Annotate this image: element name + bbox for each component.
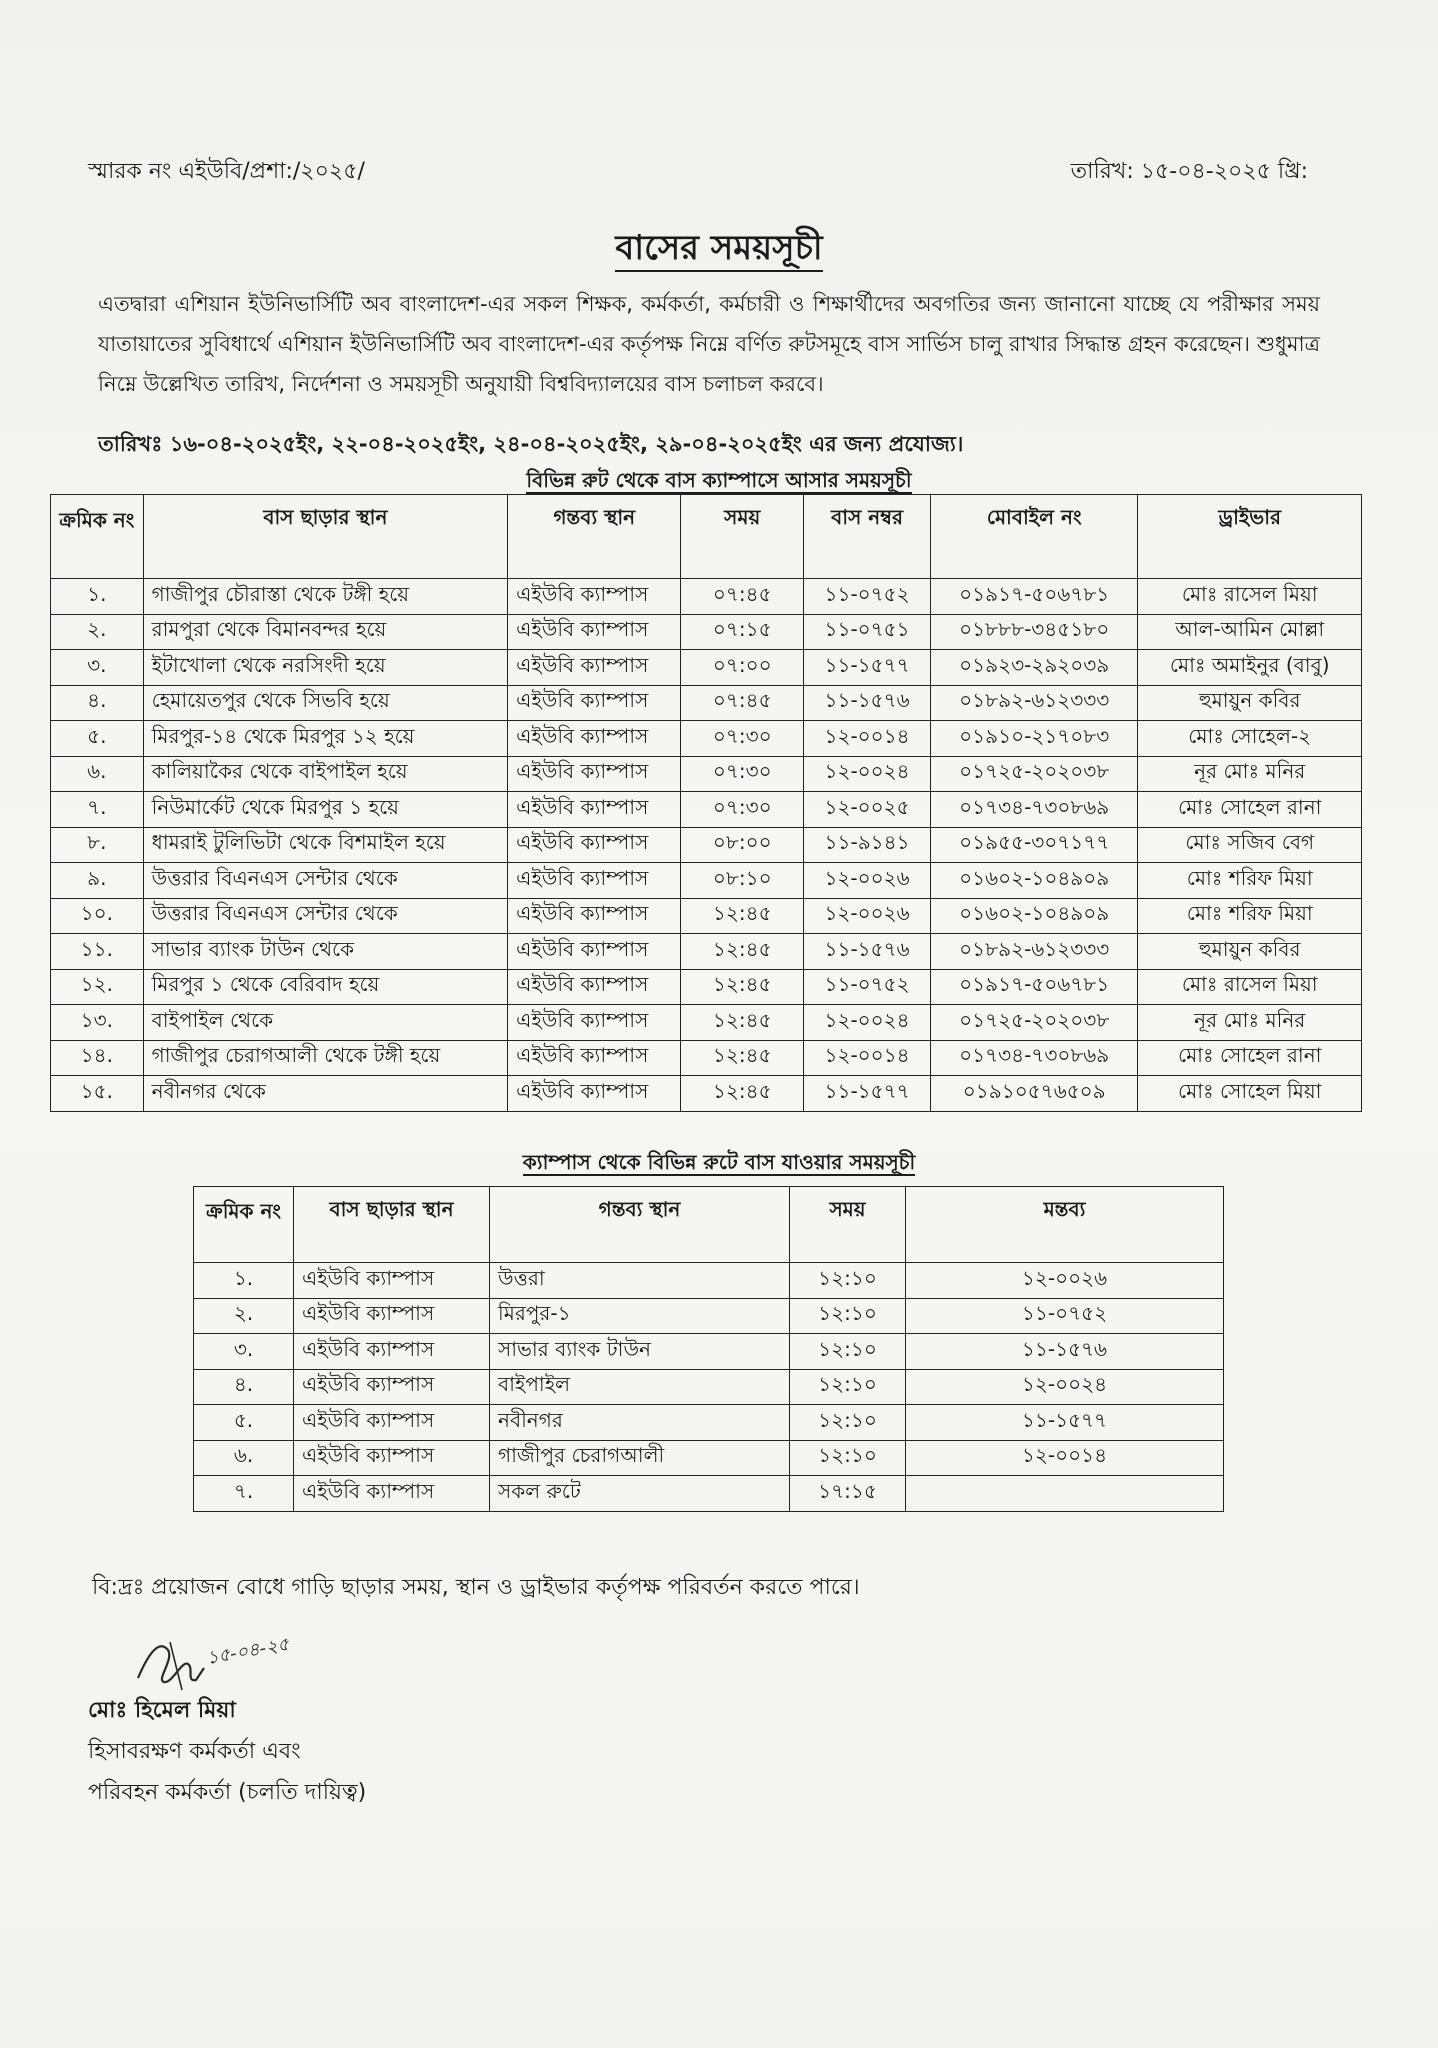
departure-row <box>194 1263 1224 1299</box>
arrival-row-cell: ০১৯১০-২১৭০৮৩ <box>931 721 1138 757</box>
departure-row-cell <box>906 1476 1224 1512</box>
arrival-row-cell: ০১৭৩৪-৭৩০৮৬৯ <box>931 792 1138 828</box>
departure-row-cell: ১২:১০ <box>790 1298 906 1334</box>
arrival-row-cell: ১১-১৫৭৬ <box>804 934 931 970</box>
arrival-row-cell: ২. <box>51 614 144 650</box>
arrival-row-cell: মোঃ রাসেল মিয়া <box>1138 969 1362 1005</box>
arrival-row-cell: ০৭:৪৫ <box>681 579 804 615</box>
departure-row-cell: ১২:১০ <box>790 1440 906 1476</box>
t1-header-time: সময় <box>681 495 804 579</box>
arrival-row-cell: ০৮:০০ <box>681 827 804 863</box>
t2-header-destination: গন্তব্য স্থান <box>490 1187 790 1263</box>
arrival-row-cell: ১২-০০১৪ <box>804 1040 931 1076</box>
arrival-row-cell: ০৭:৪৫ <box>681 685 804 721</box>
arrival-row <box>51 898 1362 934</box>
arrival-row-cell: ১১-১৫৭৭ <box>804 650 931 686</box>
arrival-row-cell: মোঃ অমাইনুর (বাবু) <box>1138 650 1362 686</box>
arrival-row-cell: ০১৮৯২-৬১২৩৩৩ <box>931 685 1138 721</box>
arrival-row-cell: এইউবি ক্যাম্পাস <box>508 721 681 757</box>
arrival-row-cell: মোঃ শরিফ মিয়া <box>1138 863 1362 899</box>
arrival-row-cell: ০৭:১৫ <box>681 614 804 650</box>
departure-row-cell: বাইপাইল <box>490 1369 790 1405</box>
arrival-row-cell: ১১-১৫৭৭ <box>804 1076 931 1112</box>
arrival-row-cell: ৫. <box>51 721 144 757</box>
arrival-row-cell: হুমায়ুন কবির <box>1138 934 1362 970</box>
arrival-row <box>51 792 1362 828</box>
arrival-row-cell: ০১৯৫৫-৩০৭১৭৭ <box>931 827 1138 863</box>
arrival-row-cell: ১১-১৫৭৬ <box>804 685 931 721</box>
arrival-row-cell: ০১৮৮৮-৩৪৫১৮০ <box>931 614 1138 650</box>
arrival-row <box>51 685 1362 721</box>
arrival-row-cell: ০১৯১৭-৫০৬৭৮১ <box>931 969 1138 1005</box>
arrival-row-cell: ০১৭২৫-২০২০৩৮ <box>931 1005 1138 1041</box>
departure-row-cell: এইউবি ক্যাম্পাস <box>294 1334 490 1370</box>
signer-block <box>88 1690 366 1813</box>
page-title-wrap <box>0 222 1438 279</box>
arrival-row <box>51 614 1362 650</box>
departure-row-cell: ১১-১৫৭৬ <box>906 1334 1224 1370</box>
departure-row <box>194 1476 1224 1512</box>
departure-row-cell: এইউবি ক্যাম্পাস <box>294 1440 490 1476</box>
departure-row-cell: ১২:১০ <box>790 1334 906 1370</box>
arrival-row-cell: মোঃ সোহেল মিয়া <box>1138 1076 1362 1112</box>
arrival-row-cell: ০১৭২৫-২০২০৩৮ <box>931 756 1138 792</box>
arrival-row-cell: এইউবি ক্যাম্পাস <box>508 685 681 721</box>
t2-header-origin: বাস ছাড়ার স্থান <box>294 1187 490 1263</box>
arrival-row-cell: ১২:৪৫ <box>681 898 804 934</box>
handwritten-signature <box>130 1620 330 1700</box>
departure-row-cell: ১২:১০ <box>790 1369 906 1405</box>
arrival-row-cell: এইউবি ক্যাম্পাস <box>508 614 681 650</box>
arrival-row-cell: ০১৬০২-১০৪৯০৯ <box>931 863 1138 899</box>
arrival-row-cell: ০১৯১৭-৫০৬৭৮১ <box>931 579 1138 615</box>
arrival-row-cell: ৯. <box>51 863 144 899</box>
arrival-row-cell: ০৭:৩০ <box>681 792 804 828</box>
t2-header-time: সময় <box>790 1187 906 1263</box>
arrival-row <box>51 863 1362 899</box>
arrival-schedule-table <box>50 494 1362 1112</box>
departure-row-cell: ৪. <box>194 1369 294 1405</box>
arrival-row-cell: আল-আমিন মোল্লা <box>1138 614 1362 650</box>
arrival-row-cell: ৩. <box>51 650 144 686</box>
signer-designation-1: হিসাবরক্ষণ কর্মকর্তা এবং <box>88 1739 301 1764</box>
departure-row-cell: এইউবি ক্যাম্পাস <box>294 1298 490 1334</box>
departure-row-cell: ১১-১৫৭৭ <box>906 1405 1224 1441</box>
departure-row-cell: মিরপুর-১ <box>490 1298 790 1334</box>
arrival-row-cell: ১১-০৭৫১ <box>804 614 931 650</box>
arrival-row-cell: ১২-০০১৪ <box>804 721 931 757</box>
arrival-row-cell: নূর মোঃ মনির <box>1138 1005 1362 1041</box>
arrival-row <box>51 579 1362 615</box>
departure-row-cell: ৩. <box>194 1334 294 1370</box>
arrival-row-cell: হেমায়েতপুর থেকে সিভবি হয়ে <box>143 685 508 721</box>
arrival-row-cell: ১১. <box>51 934 144 970</box>
departure-row-cell: ১. <box>194 1263 294 1299</box>
departure-row <box>194 1440 1224 1476</box>
arrival-row-cell: ০১৮৯২-৬১২৩৩৩ <box>931 934 1138 970</box>
arrival-row-cell: ১১-০৭৫২ <box>804 579 931 615</box>
arrival-row-cell: উত্তরার বিএনএস সেন্টার থেকে <box>143 863 508 899</box>
arrival-row-cell: ০১৬০২-১০৪৯০৯ <box>931 898 1138 934</box>
arrival-row-cell: ১. <box>51 579 144 615</box>
departure-row-cell: উত্তরা <box>490 1263 790 1299</box>
arrival-row-cell: মিরপুর ১ থেকে বেরিবাদ হয়ে <box>143 969 508 1005</box>
arrival-row-cell: ১২:৪৫ <box>681 1005 804 1041</box>
t1-header-destination: গন্তব্য স্থান <box>508 495 681 579</box>
intro-paragraph: এতদ্বারা এশিয়ান ইউনিভার্সিটি অব বাংলাদেশ-এর সকল শিক্ষক, কর্মকর্তা, কর্মচারী ও শিক্ষার্থীদের অবগতির জন্য জানানো যাচ্ছে যে পরীক্ষার সময় যাতায়াতের সুবিধার্থে এশিয়ান ইউনিভার্সিটি অব বাংলাদেশ-এর কর্তৃপক্ষ নিম্নে বর্ণিত রুটসমূহে বাস সার্ভিস চালু রাখার সিদ্ধান্ত গ্রহন করেছেন। শুধুমাত্র নিম্নে উল্লেখিত তারিখ, নির্দেশনা ও সময়সূচী অনুযায়ী বিশ্ববিদ্যালয়ের বাস চলাচল করবে। <box>98 292 1320 396</box>
arrival-row-cell: রামপুরা থেকে বিমানবন্দর হয়ে <box>143 614 508 650</box>
t1-header-bus-no: বাস নম্বর <box>804 495 931 579</box>
departure-row-cell: ১২-০০১৪ <box>906 1440 1224 1476</box>
arrival-row <box>51 1040 1362 1076</box>
arrival-row-cell: ০৮:১০ <box>681 863 804 899</box>
arrival-row-cell: নবীনগর থেকে <box>143 1076 508 1112</box>
arrival-row-cell: মোঃ সজিব বেগ <box>1138 827 1362 863</box>
arrival-row-cell: ১২:৪৫ <box>681 934 804 970</box>
departure-row-cell: ৬. <box>194 1440 294 1476</box>
departure-row <box>194 1405 1224 1441</box>
departure-row-cell: এইউবি ক্যাম্পাস <box>294 1263 490 1299</box>
page-title: বাসের সময়সূচী <box>615 228 822 272</box>
departure-row-cell: ১২:১০ <box>790 1405 906 1441</box>
arrival-row-cell: ইটাখোলা থেকে নরসিংদী হয়ে <box>143 650 508 686</box>
arrival-row-cell: ০৭:৩০ <box>681 756 804 792</box>
departure-row-cell: এইউবি ক্যাম্পাস <box>294 1369 490 1405</box>
departure-row-cell: গাজীপুর চেরাগআলী <box>490 1440 790 1476</box>
arrival-row-cell: ৮. <box>51 827 144 863</box>
arrival-row-cell: ৪. <box>51 685 144 721</box>
departure-row <box>194 1298 1224 1334</box>
arrival-row-cell: মোঃ সোহেল রানা <box>1138 792 1362 828</box>
departure-row-cell: সাভার ব্যাংক টাউন <box>490 1334 790 1370</box>
departure-row-cell: ৫. <box>194 1405 294 1441</box>
departure-schedule-table <box>193 1186 1224 1512</box>
departure-row-cell: ২. <box>194 1298 294 1334</box>
t2-header-remarks: মন্তব্য <box>906 1187 1224 1263</box>
departure-row-cell: এইউবি ক্যাম্পাস <box>294 1405 490 1441</box>
arrival-row-cell: মোঃ শরিফ মিয়া <box>1138 898 1362 934</box>
t2-header-serial: ক্রমিক নং <box>194 1187 294 1263</box>
arrival-row-cell: নিউমার্কেট থেকে মিরপুর ১ হয়ে <box>143 792 508 828</box>
arrival-row-cell: ১২-০০২৪ <box>804 756 931 792</box>
arrival-row-cell: এইউবি ক্যাম্পাস <box>508 934 681 970</box>
arrival-row-cell: মোঃ রাসেল মিয়া <box>1138 579 1362 615</box>
arrival-row-cell: ০৭:৩০ <box>681 721 804 757</box>
arrival-row-cell: এইউবি ক্যাম্পাস <box>508 579 681 615</box>
arrival-row-cell: ০১৭৩৪-৭৩০৮৬৯ <box>931 1040 1138 1076</box>
t1-header-mobile: মোবাইল নং <box>931 495 1138 579</box>
table1-caption: বিভিন্ন রুট থেকে বাস ক্যাম্পাসে আসার সময়সূচী <box>526 468 912 492</box>
arrival-row-cell: এইউবি ক্যাম্পাস <box>508 650 681 686</box>
departure-row <box>194 1334 1224 1370</box>
arrival-row-cell: ১২-০০২৪ <box>804 1005 931 1041</box>
arrival-row-cell: এইউবি ক্যাম্পাস <box>508 863 681 899</box>
arrival-row-cell: গাজীপুর চেরাগআলী থেকে টঙ্গী হয়ে <box>143 1040 508 1076</box>
arrival-row-cell: ১২:৪৫ <box>681 1040 804 1076</box>
arrival-row-cell: ১০. <box>51 898 144 934</box>
departure-row <box>194 1369 1224 1405</box>
arrival-row <box>51 1076 1362 1112</box>
arrival-row-cell: এইউবি ক্যাম্পাস <box>508 1076 681 1112</box>
departure-row-cell: নবীনগর <box>490 1405 790 1441</box>
arrival-row-cell: গাজীপুর চৌরাস্তা থেকে টঙ্গী হয়ে <box>143 579 508 615</box>
signature-date: ১৫-০৪-২৫ <box>205 1633 291 1669</box>
departure-row-cell: ১২:১০ <box>790 1263 906 1299</box>
arrival-row-cell: ০১৯২৩-২৯২০৩৯ <box>931 650 1138 686</box>
departure-row-cell: ১২-০০২৬ <box>906 1263 1224 1299</box>
arrival-row-cell: ১৪. <box>51 1040 144 1076</box>
t1-header-driver: ড্রাইভার <box>1138 495 1362 579</box>
arrival-row-cell: হুমায়ুন কবির <box>1138 685 1362 721</box>
arrival-row-cell: এইউবি ক্যাম্পাস <box>508 756 681 792</box>
arrival-row-cell: ১২-০০২৬ <box>804 863 931 899</box>
table2-caption: ক্যাম্পাস থেকে বিভিন্ন রুটে বাস যাওয়ার সময়সূচী <box>522 1150 916 1174</box>
arrival-row-cell: বাইপাইল থেকে <box>143 1005 508 1041</box>
arrival-row-cell: ১২-০০২৫ <box>804 792 931 828</box>
arrival-row-cell: ৭. <box>51 792 144 828</box>
t1-header-origin: বাস ছাড়ার স্থান <box>143 495 508 579</box>
departure-row-cell: ১২-০০২৪ <box>906 1369 1224 1405</box>
arrival-row-cell: এইউবি ক্যাম্পাস <box>508 827 681 863</box>
arrival-row-cell: নূর মোঃ মনির <box>1138 756 1362 792</box>
arrival-row-cell: ০১৯১০৫৭৬৫০৯ <box>931 1076 1138 1112</box>
arrival-row-cell: এইউবি ক্যাম্পাস <box>508 1040 681 1076</box>
arrival-row-cell: ১৩. <box>51 1005 144 1041</box>
arrival-row <box>51 721 1362 757</box>
arrival-row-cell: ১২. <box>51 969 144 1005</box>
memo-number: স্মারক নং এইউবি/প্রশা:/২০২৫/ <box>88 159 365 184</box>
applicable-dates: তারিখঃ ১৬-০৪-২০২৫ইং, ২২-০৪-২০২৫ইং, ২৪-০৪-২০২৫ইং, ২৯-০৪-২০২৫ইং এর জন্য প্রযোজ্য। <box>98 432 964 456</box>
signer-name: মোঃ হিমেল মিয়া <box>88 1698 236 1723</box>
issue-date: তারিখ: ১৫-০৪-২০২৫ খ্রি: <box>1070 159 1308 184</box>
arrival-row-cell: ০৭:০০ <box>681 650 804 686</box>
arrival-row <box>51 827 1362 863</box>
note-text: বি:দ্রঃ প্রয়োজন বোধে গাড়ি ছাড়ার সময়, স্থান ও ড্রাইভার কর্তৃপক্ষ পরিবর্তন করতে পারে। <box>92 1575 860 1600</box>
arrival-row-cell: উত্তরার বিএনএস সেন্টার থেকে <box>143 898 508 934</box>
departure-row-cell: ৭. <box>194 1476 294 1512</box>
table2-caption-wrap <box>0 1148 1438 1181</box>
arrival-row-cell: কালিয়াকৈর থেকে বাইপাইল হয়ে <box>143 756 508 792</box>
arrival-row-cell: মোঃ সোহেল-২ <box>1138 721 1362 757</box>
arrival-row <box>51 969 1362 1005</box>
arrival-row-cell: ১২:৪৫ <box>681 1076 804 1112</box>
arrival-row-cell: এইউবি ক্যাম্পাস <box>508 969 681 1005</box>
arrival-row <box>51 756 1362 792</box>
arrival-row <box>51 934 1362 970</box>
arrival-row-cell: এইউবি ক্যাম্পাস <box>508 898 681 934</box>
arrival-row-cell: ৬. <box>51 756 144 792</box>
signer-designation-2: পরিবহন কর্মকর্তা (চলতি দায়িত্ব) <box>88 1780 367 1805</box>
arrival-row-cell: ১২-০০২৬ <box>804 898 931 934</box>
arrival-row <box>51 650 1362 686</box>
arrival-row-cell: ১২:৪৫ <box>681 969 804 1005</box>
t1-header-serial: ক্রমিক নং <box>51 495 144 579</box>
arrival-row-cell: ১১-৯১৪১ <box>804 827 931 863</box>
departure-row-cell: সকল রুটে <box>490 1476 790 1512</box>
arrival-row-cell: মোঃ সোহেল রানা <box>1138 1040 1362 1076</box>
arrival-row-cell: এইউবি ক্যাম্পাস <box>508 792 681 828</box>
arrival-row-cell: ১৫. <box>51 1076 144 1112</box>
arrival-row-cell: ধামরাই টুলিভিটা থেকে বিশমাইল হয়ে <box>143 827 508 863</box>
departure-row-cell: এইউবি ক্যাম্পাস <box>294 1476 490 1512</box>
arrival-row <box>51 1005 1362 1041</box>
arrival-row-cell: সাভার ব্যাংক টাউন থেকে <box>143 934 508 970</box>
arrival-row-cell: এইউবি ক্যাম্পাস <box>508 1005 681 1041</box>
departure-row-cell: ১৭:১৫ <box>790 1476 906 1512</box>
arrival-row-cell: ১১-০৭৫২ <box>804 969 931 1005</box>
arrival-row-cell: মিরপুর-১৪ থেকে মিরপুর ১২ হয়ে <box>143 721 508 757</box>
departure-row-cell: ১১-০৭৫২ <box>906 1298 1224 1334</box>
